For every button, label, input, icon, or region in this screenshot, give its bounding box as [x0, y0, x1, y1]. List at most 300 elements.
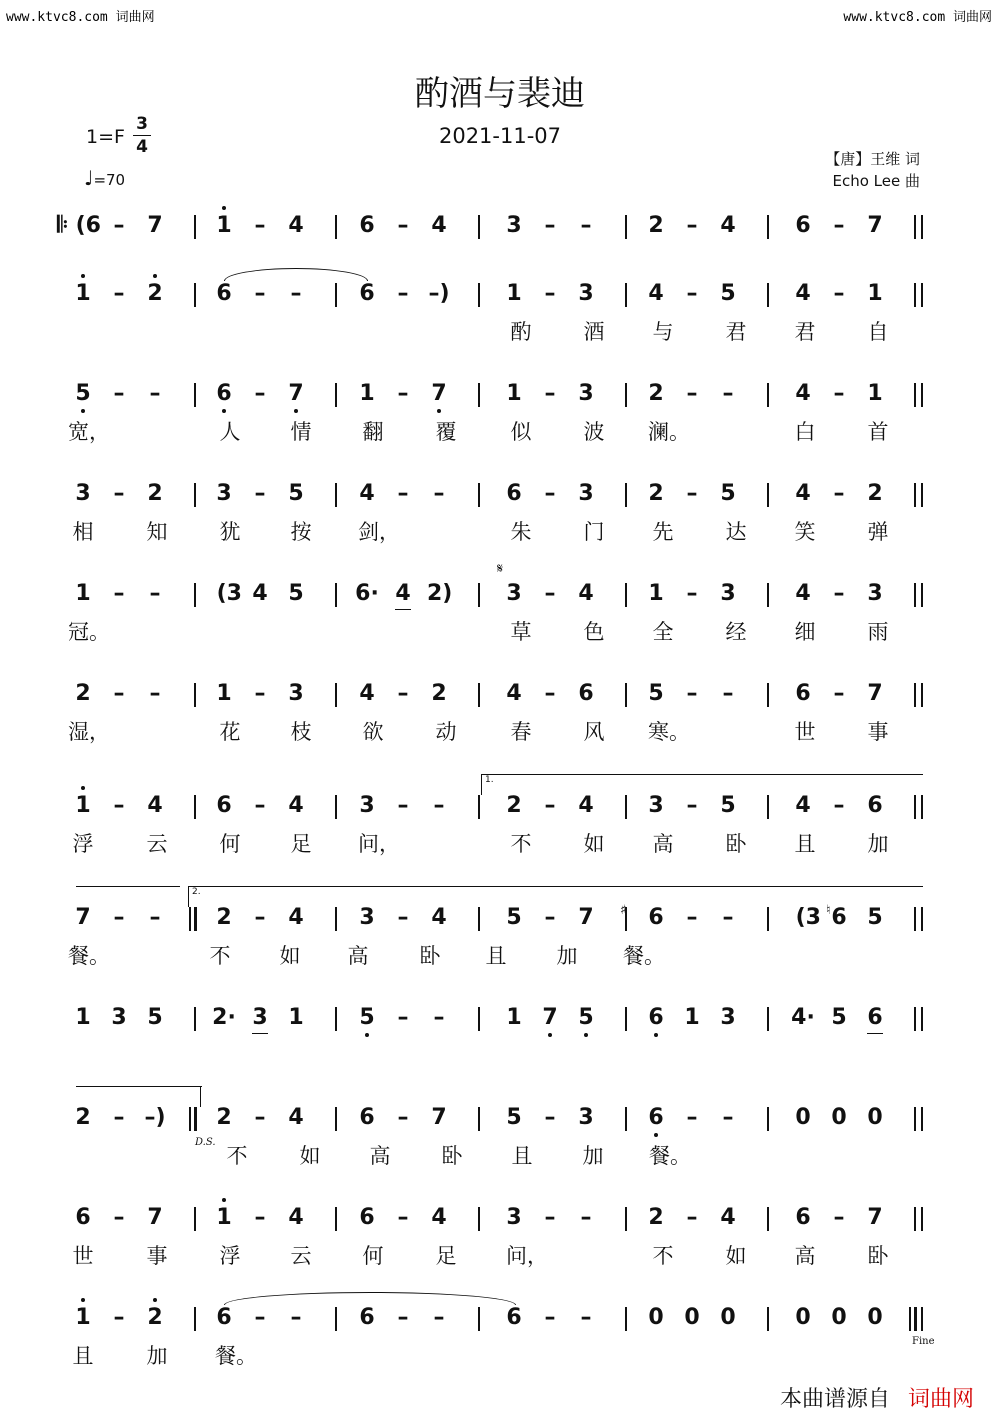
lyric-syllable: 且: [485, 944, 507, 968]
lyric-syllable: 覆: [435, 420, 457, 444]
double-barline: [914, 1307, 917, 1331]
volta-bracket: [481, 774, 923, 785]
lyric-syllable: 卧: [725, 832, 747, 856]
barline: [914, 215, 916, 239]
note: 7: [431, 1105, 447, 1130]
lyric-syllable: 犹: [219, 520, 241, 544]
barline: [478, 683, 480, 707]
note: 0: [795, 1105, 811, 1130]
note: –: [544, 481, 556, 506]
note: 6: [644, 1105, 668, 1131]
note: –: [254, 681, 266, 706]
lyric-syllable: 酌: [510, 320, 532, 344]
barline: [767, 383, 769, 407]
note: 2: [216, 905, 232, 930]
lyric-syllable: 澜。: [648, 420, 690, 444]
note: 6: [506, 1305, 522, 1330]
lyric-syllable: 问，: [506, 1244, 548, 1268]
note: 5: [288, 581, 304, 606]
barline: [921, 1007, 923, 1031]
lyric-syllable: 事: [867, 720, 889, 744]
barline: [921, 1207, 923, 1231]
lyric-syllable: 宽，: [68, 420, 110, 444]
barline: [914, 1007, 916, 1031]
note: –: [833, 1205, 845, 1230]
tempo-value: =70: [93, 171, 126, 189]
note: –: [544, 793, 556, 818]
lyric-syllable: 卧: [441, 1144, 463, 1168]
barline: [921, 215, 923, 239]
note: 6: [831, 905, 847, 930]
octave-dot: [81, 409, 85, 413]
site-watermark-right: www.ktvc8.com 词曲网: [843, 10, 992, 25]
note: 6: [863, 1005, 887, 1031]
barline: [194, 215, 196, 239]
octave-dot: [294, 409, 298, 413]
note: 4: [795, 481, 811, 506]
note: 7: [867, 681, 883, 706]
lyric-syllable: 全: [652, 620, 674, 644]
note: –: [113, 481, 125, 506]
note: –: [397, 1205, 409, 1230]
note: 4: [147, 793, 163, 818]
barline: [625, 1007, 627, 1031]
note: –: [544, 681, 556, 706]
barline: [478, 795, 480, 819]
time-bottom: 4: [136, 137, 148, 157]
lyric-syllable: 餐。: [215, 1344, 257, 1368]
note: –: [113, 793, 125, 818]
note: 7: [867, 1205, 883, 1230]
note: –: [397, 793, 409, 818]
barline: [625, 283, 627, 307]
note: 2: [867, 481, 883, 506]
barline: [914, 583, 916, 607]
lyric-syllable: 不: [226, 1144, 248, 1168]
barline: [921, 1107, 923, 1131]
time-top: 3: [136, 114, 148, 134]
score-row: [0, 681, 1000, 761]
lyric-syllable: 加: [582, 1144, 604, 1168]
barline: [914, 383, 916, 407]
note: 6: [867, 793, 883, 818]
note: –: [686, 1105, 698, 1130]
note: 0: [831, 1105, 847, 1130]
note: 1: [648, 581, 664, 606]
barline: [921, 907, 923, 931]
lyric-syllable: 加: [867, 832, 889, 856]
barline: [767, 215, 769, 239]
note: –: [722, 381, 734, 406]
lyric-syllable: 世: [72, 1244, 94, 1268]
barline: [194, 683, 196, 707]
lyric-syllable: 先: [652, 520, 674, 544]
note: 1: [71, 1305, 95, 1331]
note: –: [433, 793, 445, 818]
note: –: [722, 905, 734, 930]
lyric-syllable: 如: [725, 1244, 747, 1268]
note: 4: [288, 905, 304, 930]
barline: [914, 1107, 916, 1131]
note: 3: [578, 1105, 594, 1130]
note: –: [149, 381, 161, 406]
note: 6: [216, 1305, 232, 1330]
note: –: [833, 793, 845, 818]
note: –: [290, 1305, 302, 1330]
note: 0: [867, 1305, 883, 1330]
barline: [335, 1107, 337, 1131]
note: –: [397, 905, 409, 930]
lyricist-credit: 【唐】王维 词: [825, 150, 920, 168]
note: 1: [71, 793, 95, 819]
note: –: [833, 581, 845, 606]
octave-dot: [548, 1033, 552, 1037]
note: 4: [288, 1105, 304, 1130]
lyric-syllable: 按: [290, 520, 312, 544]
note: 1: [75, 581, 91, 606]
note: –): [428, 281, 450, 306]
barline: [194, 795, 196, 819]
footer-source: [780, 1382, 974, 1413]
lyric-syllable: 似: [510, 420, 532, 444]
note: 3: [216, 481, 232, 506]
octave-dot: [654, 1133, 658, 1137]
note: 4: [431, 905, 447, 930]
lyric-syllable: 雨: [867, 620, 889, 644]
note: 1: [867, 281, 883, 306]
note: –: [397, 1105, 409, 1130]
score-row: [0, 1205, 1000, 1285]
lyric-syllable: 何: [219, 832, 241, 856]
note: 4: [288, 793, 304, 818]
barline: [914, 683, 916, 707]
lyric-syllable: 笑: [794, 520, 816, 544]
note: –: [580, 213, 592, 238]
octave-dot: [584, 1033, 588, 1037]
note: 4: [431, 1205, 447, 1230]
note: –: [544, 905, 556, 930]
note: 5: [71, 381, 95, 407]
note: 1: [359, 381, 375, 406]
footer-brand: 词曲网: [907, 1387, 974, 1412]
note: –): [144, 1105, 166, 1130]
lyric-syllable: 不: [510, 832, 532, 856]
barline: [625, 215, 627, 239]
barline: [914, 283, 916, 307]
barline: [335, 583, 337, 607]
note: –: [254, 281, 266, 306]
barline: [335, 383, 337, 407]
note: 7: [147, 213, 163, 238]
barline: [335, 907, 337, 931]
lyric-syllable: 欲: [362, 720, 384, 744]
note: 0: [720, 1305, 736, 1330]
note: –: [686, 681, 698, 706]
volta-bracket: [76, 1086, 202, 1087]
lyric-syllable: 餐。: [68, 944, 110, 968]
barline: [335, 795, 337, 819]
note: 6: [795, 681, 811, 706]
note: 2: [75, 681, 91, 706]
note: 6: [359, 213, 375, 238]
barline: [478, 215, 480, 239]
note: 4: [578, 793, 594, 818]
note: –: [544, 213, 556, 238]
octave-dot: [81, 1298, 85, 1302]
lyric-syllable: 情: [290, 420, 312, 444]
barline: [194, 483, 196, 507]
barline: [194, 283, 196, 307]
lyric-syllable: 足: [290, 832, 312, 856]
volta-label: 1.: [485, 775, 494, 785]
lyric-syllable: 与: [652, 320, 674, 344]
lyric-syllable: 浮: [72, 832, 94, 856]
lyric-syllable: 风: [583, 720, 605, 744]
barline: [194, 1007, 196, 1031]
note: 2: [648, 481, 664, 506]
lyric-syllable: 高: [347, 944, 369, 968]
barline: [625, 483, 627, 507]
note: 2: [143, 1305, 167, 1331]
note: –: [833, 681, 845, 706]
note: 3: [359, 905, 375, 930]
barline: [767, 1207, 769, 1231]
lyric-syllable: 细: [794, 620, 816, 644]
lyric-syllable: 餐。: [649, 1144, 691, 1168]
note: 5: [355, 1005, 379, 1031]
note: 6: [75, 1205, 91, 1230]
barline: [921, 683, 923, 707]
note: 3: [111, 1005, 127, 1030]
note: 6: [216, 793, 232, 818]
note: –: [254, 793, 266, 818]
barline: [478, 1307, 480, 1331]
octave-dot: [654, 1033, 658, 1037]
note: 5: [506, 905, 522, 930]
note: 2: [216, 1105, 232, 1130]
barline: [478, 1007, 480, 1031]
lyric-syllable: 君: [725, 320, 747, 344]
note: 5: [648, 681, 664, 706]
note: 5: [574, 1005, 598, 1031]
barline: [478, 383, 480, 407]
score-row: [0, 1005, 1000, 1085]
barline: [921, 483, 923, 507]
barline: [767, 1007, 769, 1031]
note: –: [254, 905, 266, 930]
lyric-syllable: 且: [794, 832, 816, 856]
barline: [921, 795, 923, 819]
octave-dot: [222, 409, 226, 413]
lyric-syllable: 何: [362, 1244, 384, 1268]
note: –: [254, 481, 266, 506]
lyric-syllable: 足: [435, 1244, 457, 1268]
note: 4·: [791, 1005, 815, 1030]
note: 3: [720, 581, 736, 606]
tempo-marking: [84, 166, 125, 190]
note: –: [149, 581, 161, 606]
note: –: [686, 481, 698, 506]
note: 3: [578, 381, 594, 406]
note: 4: [506, 681, 522, 706]
note: 3: [506, 213, 522, 238]
note: 6: [578, 681, 594, 706]
duration-underline: [867, 1033, 883, 1034]
note: 4: [648, 281, 664, 306]
note: 4: [795, 381, 811, 406]
note: 6: [216, 281, 232, 306]
note: 6: [359, 1205, 375, 1230]
note: –: [433, 481, 445, 506]
note: 3: [506, 581, 522, 606]
note: –: [722, 681, 734, 706]
note: 1: [288, 1005, 304, 1030]
barline: [335, 1007, 337, 1031]
site-watermark-left: www.ktvc8.com 词曲网: [6, 10, 155, 25]
note: –: [113, 1305, 125, 1330]
note: –: [544, 381, 556, 406]
barline: [767, 1107, 769, 1131]
note: 4: [252, 581, 268, 606]
note: 2: [431, 681, 447, 706]
note: 0: [831, 1305, 847, 1330]
lyric-syllable: 湿，: [68, 720, 110, 744]
note: 6: [795, 213, 811, 238]
footer-text: 本曲谱源自: [779, 1387, 890, 1412]
lyric-syllable: 枝: [290, 720, 312, 744]
note: –: [544, 1105, 556, 1130]
note: –: [686, 281, 698, 306]
barline: [767, 583, 769, 607]
barline: [767, 483, 769, 507]
barline: [625, 1307, 627, 1331]
volta-line: [76, 886, 180, 887]
note: –: [686, 1205, 698, 1230]
lyric-syllable: 动: [435, 720, 457, 744]
lyric-syllable: 不: [209, 944, 231, 968]
note: –: [833, 281, 845, 306]
note: –: [397, 1005, 409, 1030]
octave-dot: [222, 1198, 226, 1202]
note: 6: [212, 381, 236, 407]
lyric-syllable: 自: [867, 320, 889, 344]
note: 6: [359, 1105, 375, 1130]
barline: [189, 1107, 191, 1131]
note: –: [580, 1305, 592, 1330]
note: 6: [648, 905, 664, 930]
note: –: [686, 581, 698, 606]
barline: [767, 1307, 769, 1331]
time-signature: [133, 114, 151, 157]
note: –: [254, 1105, 266, 1130]
octave-dot: [222, 206, 226, 210]
barline: [625, 683, 627, 707]
note: 4: [720, 213, 736, 238]
note: 𝄆 (6: [57, 213, 101, 238]
lyric-syllable: 云: [290, 1244, 312, 1268]
score-row: [0, 905, 1000, 985]
note: 2: [506, 793, 522, 818]
note: 6: [506, 481, 522, 506]
lyric-syllable: 门: [583, 520, 605, 544]
note: –: [544, 1305, 556, 1330]
octave-dot: [437, 409, 441, 413]
note: 4: [288, 1205, 304, 1230]
score-row: [0, 793, 1000, 873]
note: 3: [578, 481, 594, 506]
barline: [914, 1207, 916, 1231]
lyric-syllable: 经: [725, 620, 747, 644]
note: 0: [867, 1105, 883, 1130]
note: 2: [75, 1105, 91, 1130]
note: 1: [506, 1005, 522, 1030]
barline: [625, 383, 627, 407]
barline: [909, 1307, 911, 1331]
note: –: [686, 213, 698, 238]
note: –: [113, 1205, 125, 1230]
note: 0: [684, 1305, 700, 1330]
barline: [625, 583, 627, 607]
segno-mark: 𝄋: [497, 561, 504, 577]
barline: [335, 215, 337, 239]
score-row: [0, 281, 1000, 361]
score-row: [0, 1305, 1000, 1385]
quarter-note-icon: ♩: [84, 166, 94, 190]
lyric-syllable: 浮: [219, 1244, 241, 1268]
note: –: [254, 213, 266, 238]
note: 2: [143, 281, 167, 307]
lyric-syllable: 世: [794, 720, 816, 744]
note: –: [254, 1205, 266, 1230]
lyric-syllable: 问，: [358, 832, 400, 856]
note: 5: [506, 1105, 522, 1130]
note: 7: [147, 1205, 163, 1230]
note: 1: [71, 281, 95, 307]
note: 3: [867, 581, 883, 606]
note: 3: [288, 681, 304, 706]
note: –: [113, 681, 125, 706]
note: –: [397, 281, 409, 306]
note: –: [254, 1305, 266, 1330]
lyric-syllable: 寒。: [648, 720, 690, 744]
note: 5: [720, 481, 736, 506]
note: 1: [212, 1205, 236, 1231]
note: 5: [147, 1005, 163, 1030]
note: –: [113, 905, 125, 930]
note: –: [397, 381, 409, 406]
fine-mark: Fine: [912, 1336, 935, 1347]
note: 2: [147, 481, 163, 506]
octave-dot: [153, 1298, 157, 1302]
note: –: [580, 1205, 592, 1230]
note: 7: [538, 1005, 562, 1031]
lyric-syllable: 波: [583, 420, 605, 444]
note: –: [113, 381, 125, 406]
note: 2: [648, 381, 664, 406]
lyric-syllable: 春: [510, 720, 532, 744]
note: 6: [359, 1305, 375, 1330]
note: 4: [359, 681, 375, 706]
note: 4: [578, 581, 594, 606]
note: 5: [288, 481, 304, 506]
note: 3: [648, 793, 664, 818]
octave-dot: [81, 274, 85, 278]
barline: [335, 283, 337, 307]
note: 2): [427, 581, 453, 606]
note: 6·: [355, 581, 379, 606]
lyric-syllable: 如: [583, 832, 605, 856]
score-row: [0, 581, 1000, 661]
